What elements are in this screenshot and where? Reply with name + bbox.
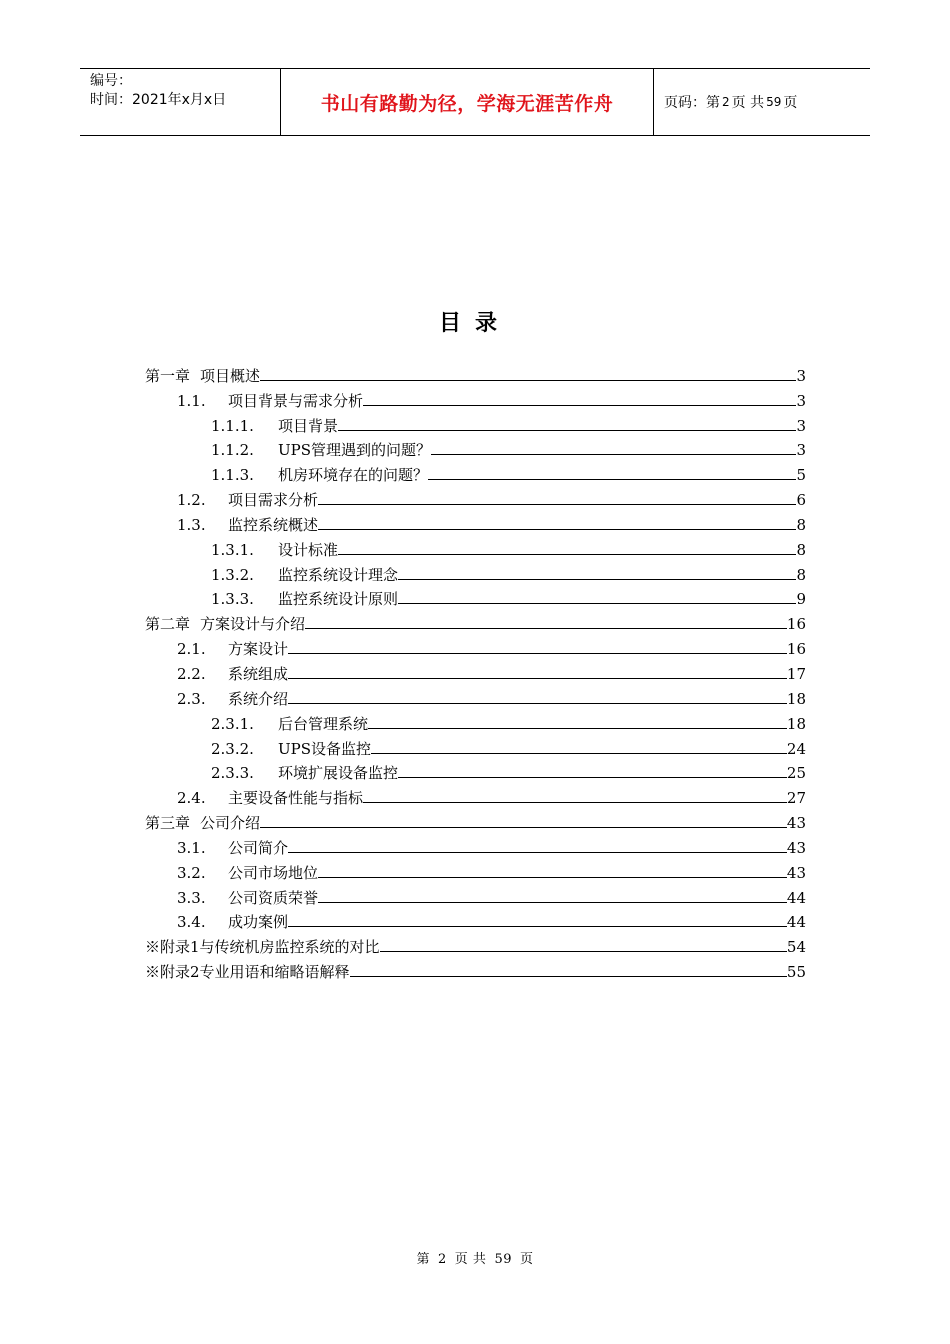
toc-entry-number: 3.4. bbox=[177, 913, 206, 932]
toc-entry-label: 监控系统概述 bbox=[228, 515, 319, 534]
toc-entry-page: 3 bbox=[796, 416, 806, 435]
toc-entry[interactable] bbox=[145, 733, 806, 758]
toc-entry-number: 1.1. bbox=[177, 391, 206, 410]
toc-title: 目录 bbox=[438, 311, 511, 336]
toc-leader-line bbox=[363, 802, 787, 803]
toc-entry[interactable] bbox=[145, 608, 806, 633]
toc-entry-page: 18 bbox=[786, 714, 806, 733]
toc-entry-page: 43 bbox=[786, 838, 806, 857]
toc-entry-number: 2.3.2. bbox=[211, 739, 254, 758]
toc-entry-number: 1.2. bbox=[177, 491, 206, 510]
toc-entry-page: 17 bbox=[786, 664, 806, 683]
toc-entry-label: 方案设计 bbox=[228, 640, 289, 659]
toc-entry[interactable] bbox=[145, 956, 806, 981]
header-meta bbox=[80, 69, 281, 135]
toc-entry-page: 55 bbox=[786, 963, 806, 982]
toc-entry-number: 3.3. bbox=[177, 888, 206, 907]
toc-entry-label: 成功案例 bbox=[228, 913, 289, 932]
toc-entry-label: UPS管理遇到的问题？ bbox=[278, 441, 432, 460]
toc-entry-page: 6 bbox=[796, 491, 806, 510]
toc-entry-label: ※附录2专业用语和缩略语解释 bbox=[145, 963, 350, 982]
toc-entry-number: 1.3. bbox=[177, 515, 206, 534]
toc-leader-line bbox=[368, 728, 787, 729]
toc-entry[interactable] bbox=[145, 435, 806, 460]
toc-entry-label: 监控系统设计原则 bbox=[278, 590, 399, 609]
toc-entry[interactable] bbox=[145, 534, 806, 559]
toc-entry-number: 3.1. bbox=[177, 838, 206, 857]
toc-leader-line bbox=[398, 777, 787, 778]
toc-entry-number: 2.4. bbox=[177, 789, 206, 808]
toc-entry-page: 3 bbox=[796, 366, 806, 385]
toc-entry-label: 项目背景 bbox=[278, 416, 339, 435]
toc-leader-line bbox=[288, 703, 787, 704]
toc-entry-page: 8 bbox=[796, 515, 806, 534]
toc-entry-page: 43 bbox=[786, 863, 806, 882]
toc-entry-label: ※附录1与传统机房监控系统的对比 bbox=[145, 938, 380, 957]
toc-entry-number: 1.3.2. bbox=[211, 565, 254, 584]
footer-suffix: 页 bbox=[519, 1252, 534, 1267]
toc-entry-page: 16 bbox=[786, 640, 806, 659]
toc-leader-line bbox=[305, 628, 787, 629]
toc-entry-number: 第二章 bbox=[145, 615, 191, 634]
toc-entry-number: 第一章 bbox=[145, 366, 191, 385]
toc-entry-number: 1.1.3. bbox=[211, 466, 254, 485]
toc-entry-page: 27 bbox=[786, 789, 806, 808]
toc-entry-label: 项目背景与需求分析 bbox=[228, 391, 364, 410]
toc-entry[interactable] bbox=[145, 658, 806, 683]
toc-entry[interactable] bbox=[145, 633, 806, 658]
toc-leader-line bbox=[318, 877, 787, 878]
toc-entry[interactable] bbox=[145, 708, 806, 733]
header-page-info bbox=[654, 69, 870, 135]
toc-entry-label: 项目概述 bbox=[200, 366, 261, 385]
toc-entry[interactable] bbox=[145, 683, 806, 708]
header-page-prefix: 页码：第 bbox=[664, 95, 720, 111]
toc-entry-label: 公司资质荣誉 bbox=[228, 888, 319, 907]
toc-entry-page: 3 bbox=[796, 391, 806, 410]
toc-leader-line bbox=[288, 653, 787, 654]
footer-page-number: 2 bbox=[438, 1252, 447, 1267]
toc-entry[interactable] bbox=[145, 459, 806, 484]
toc-leader-line bbox=[398, 579, 796, 580]
toc-entry-number: 1.3.1. bbox=[211, 540, 254, 559]
toc-entry[interactable] bbox=[145, 807, 806, 832]
toc-entry[interactable] bbox=[145, 782, 806, 807]
footer-mid: 页 共 bbox=[454, 1252, 487, 1267]
toc-leader-line bbox=[288, 926, 787, 927]
toc-entry-number: 第三章 bbox=[145, 814, 191, 833]
header-page-number: 2 bbox=[722, 95, 730, 109]
toc-entry-page: 44 bbox=[786, 888, 806, 907]
header-page-total: 59 bbox=[766, 95, 782, 109]
toc-leader-line bbox=[260, 827, 787, 828]
toc-entry[interactable] bbox=[145, 882, 806, 907]
toc-entry-number: 2.3.1. bbox=[211, 714, 254, 733]
document-time-label: 时间：2021年x月x日 bbox=[90, 92, 227, 108]
toc-entry-number: 1.3.3. bbox=[211, 590, 254, 609]
toc-entry-page: 3 bbox=[796, 441, 806, 460]
toc-leader-line bbox=[350, 976, 787, 977]
toc-entry-number: 2.3. bbox=[177, 689, 206, 708]
toc-entry-number: 3.2. bbox=[177, 863, 206, 882]
toc-leader-line bbox=[260, 380, 796, 381]
toc-entry[interactable] bbox=[145, 484, 806, 509]
toc-entry-label: 方案设计与介绍 bbox=[200, 615, 306, 634]
toc-entry-number: 1.1.2. bbox=[211, 441, 254, 460]
table-of-contents bbox=[145, 360, 806, 981]
toc-entry-label: 主要设备性能与指标 bbox=[228, 789, 364, 808]
header-page-suffix: 页 bbox=[783, 95, 798, 111]
header-motto: 书山有路勤为径，学海无涯苦作舟 bbox=[281, 69, 654, 135]
toc-entry-page: 8 bbox=[796, 565, 806, 584]
toc-leader-line bbox=[371, 753, 787, 754]
toc-entry-label: 公司介绍 bbox=[200, 814, 261, 833]
toc-entry-label: 机房环境存在的问题？ bbox=[278, 466, 429, 485]
toc-entry[interactable] bbox=[145, 410, 806, 435]
toc-leader-line bbox=[288, 852, 787, 853]
footer-page-total: 59 bbox=[494, 1252, 512, 1267]
toc-entry-label: 后台管理系统 bbox=[278, 714, 369, 733]
toc-entry-label: 项目需求分析 bbox=[228, 491, 319, 510]
footer-prefix: 第 bbox=[416, 1252, 431, 1267]
toc-leader-line bbox=[318, 504, 796, 505]
toc-entry-label: 公司简介 bbox=[228, 838, 289, 857]
toc-leader-line bbox=[338, 554, 796, 555]
toc-entry-number: 2.3.3. bbox=[211, 764, 254, 783]
toc-entry-page: 24 bbox=[786, 739, 806, 758]
toc-leader-line bbox=[288, 678, 787, 679]
toc-entry[interactable] bbox=[145, 360, 806, 385]
toc-entry[interactable] bbox=[145, 509, 806, 534]
document-number-label: 编号： bbox=[90, 73, 132, 89]
page-footer bbox=[0, 1248, 950, 1267]
toc-entry-label: 设计标准 bbox=[278, 540, 339, 559]
toc-leader-line bbox=[318, 902, 787, 903]
toc-entry-label: 监控系统设计理念 bbox=[278, 565, 399, 584]
toc-entry[interactable] bbox=[145, 907, 806, 932]
toc-entry[interactable] bbox=[145, 857, 806, 882]
toc-entry[interactable] bbox=[145, 758, 806, 783]
toc-entry[interactable] bbox=[145, 385, 806, 410]
toc-leader-line bbox=[318, 529, 796, 530]
header-page-mid: 页 共 bbox=[731, 95, 765, 111]
toc-entry[interactable] bbox=[145, 559, 806, 584]
toc-leader-line bbox=[398, 603, 796, 604]
page-header bbox=[80, 68, 870, 136]
toc-entry-label: 环境扩展设备监控 bbox=[278, 764, 399, 783]
toc-entry-page: 5 bbox=[796, 466, 806, 485]
toc-entry-page: 54 bbox=[786, 938, 806, 957]
toc-entry[interactable] bbox=[145, 832, 806, 857]
toc-entry-label: 系统组成 bbox=[228, 664, 289, 683]
toc-entry-number: 2.1. bbox=[177, 640, 206, 659]
toc-entry-page: 9 bbox=[796, 590, 806, 609]
toc-entry-number: 2.2. bbox=[177, 664, 206, 683]
toc-entry-number: 1.1.1. bbox=[211, 416, 254, 435]
toc-leader-line bbox=[428, 479, 796, 480]
toc-entry-label: 公司市场地位 bbox=[228, 863, 319, 882]
toc-leader-line bbox=[363, 405, 796, 406]
toc-entry-page: 8 bbox=[796, 540, 806, 559]
toc-entry-label: 系统介绍 bbox=[228, 689, 289, 708]
toc-entry-page: 44 bbox=[786, 913, 806, 932]
toc-leader-line bbox=[431, 454, 796, 455]
toc-entry-page: 25 bbox=[786, 764, 806, 783]
toc-leader-line bbox=[380, 951, 787, 952]
toc-entry[interactable] bbox=[145, 584, 806, 609]
toc-entry-page: 18 bbox=[786, 689, 806, 708]
toc-entry-page: 16 bbox=[786, 615, 806, 634]
toc-entry-label: UPS设备监控 bbox=[278, 739, 372, 758]
toc-leader-line bbox=[338, 430, 796, 431]
toc-entry-page: 43 bbox=[786, 814, 806, 833]
toc-entry[interactable] bbox=[145, 931, 806, 956]
